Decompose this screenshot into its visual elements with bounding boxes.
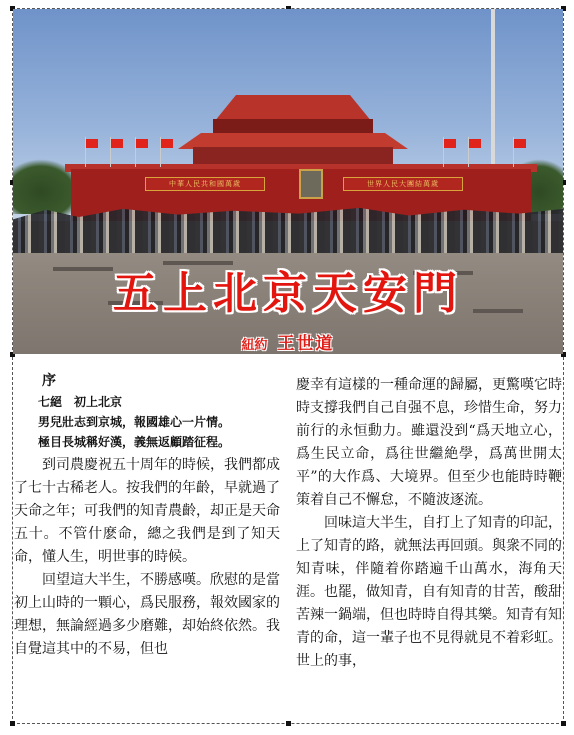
red-flag <box>161 139 173 148</box>
red-flag <box>514 139 526 148</box>
poem-line: 極目長城稱好漢，義無返顧踏征程。 <box>38 435 231 449</box>
sign-left: 中華人民共和國萬歲 <box>145 177 265 191</box>
red-flag <box>136 139 148 148</box>
tiananmen-photo[interactable] <box>13 9 563 354</box>
byline <box>13 329 563 354</box>
banner-title: 五上北京天安門 <box>113 268 463 319</box>
portrait <box>299 169 323 199</box>
red-flag <box>469 139 481 148</box>
resize-handle-bottom[interactable] <box>286 721 291 726</box>
byline-author: 王世道 <box>277 334 335 354</box>
resize-handle-bottom-left[interactable] <box>10 721 15 726</box>
red-flag <box>86 139 98 148</box>
sign-right: 世界人民大團結萬歲 <box>343 177 463 191</box>
poem-title: 七絕 初上北京 <box>38 395 123 409</box>
red-flag <box>111 139 123 148</box>
paragraph: 回望這大半生，不勝感嘆。欣慰的是當初上山時的一顆心，爲民服務，報效國家的理想，無論經過多少磨難，却始終依然。我自覺這其中的不易，但也 <box>14 572 280 657</box>
article-column-right <box>296 374 562 673</box>
paragraph-continued: 慶幸有這樣的一種命運的歸屬，更驚嘆它時時支撐我們自己自强不息，珍惜生命，努力前行的永恒動力。雖還没到“爲天地立心，爲生民立命，爲往世繼絶學，爲萬世開太平”的大作爲、大境界。但至少也能時時鞭策着自己不懈怠，不隨波逐流。 <box>296 377 562 508</box>
byline-place: 紐約 <box>241 338 268 353</box>
red-flag <box>444 139 456 148</box>
gate-upper-hall <box>213 119 373 135</box>
poem-line: 男兒壯志到京城，報國雄心一片情。 <box>38 415 231 429</box>
section-title: 序 <box>42 373 56 389</box>
paragraph: 回味這大半生，自打上了知青的印記，上了知青的路，就無法再回頭。與衆不同的知青味，伴隨着你踏遍千山萬水，海角天涯。也罷，做知青，自有知青的甘苦，酸甜苦辣一鍋端，但也時時自得其樂。知青有知青的命，這一輩子也不見得就見不着彩虹。世上的事， <box>296 515 562 669</box>
paragraph: 到司農慶祝五十周年的時候，我們都成了七十古稀老人。按我們的年齡，早就過了天命之年；可我們的知青農齡，却正是天命五十。不管什麽命，總之我們是到了知天命，懂人生，明世事的時候。 <box>14 457 280 565</box>
resize-handle-bottom-right[interactable] <box>561 721 566 726</box>
article-column-left <box>14 370 280 661</box>
